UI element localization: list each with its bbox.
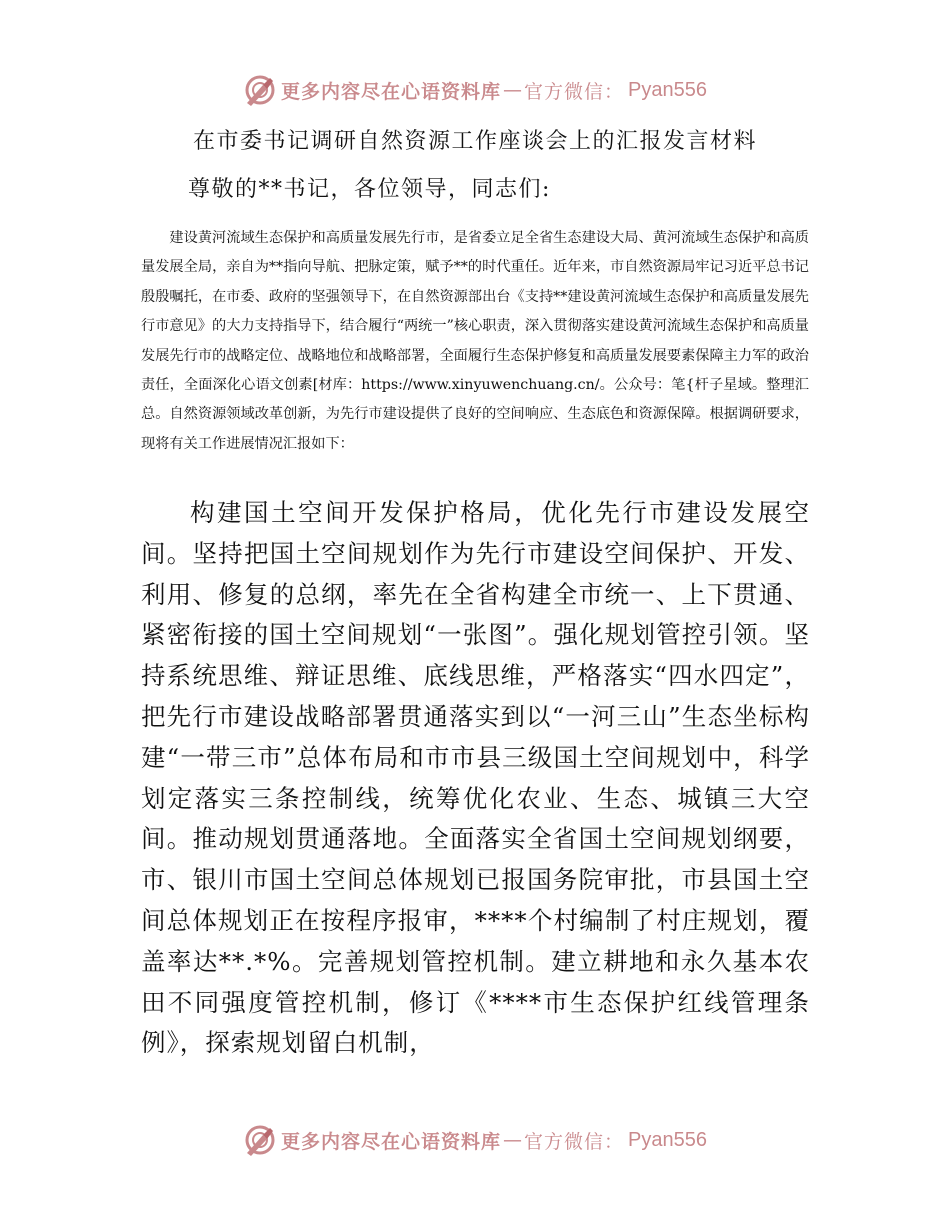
banner-separator: — [503, 1129, 523, 1151]
banner-wechat-label: 官方微信： [524, 1130, 625, 1153]
intro-paragraph: 建设黄河流域生态保护和高质量发展先行市，是省委立足全省生态建设大局、黄河流域生态保护和高质量发展全局，亲自为**指向导航、把脉定策，赋予**的时代重任。近年来，市自然资源局牢记习近平总书记殷殷嘱托，在市委、政府的坚强领导下，在自然资源部出台《支持**建设黄河流域生态保护和高质量发展先行市意见》的大力支持指导下，结合履行“两统一”核心职责，深入贯彻落实建设黄河流域生态保护和高质量发展先行市的战略定位、战略地位和战略部署，全面履行生态保护修复和高质量发展要素保障主力军的政治责任，全面深化心语文创素[材库：https://www.xinyuwenchuang.cn/。公众号：笔{杆子星域。整理汇总。自然资源领域改革创新，为先行市建设提供了良好的空间响应、生态底色和资源保障。根据调研要求，现将有关工作进展情况汇报如下： [141, 230, 809, 452]
banner-separator: — [503, 79, 523, 101]
banner-title: 更多内容尽在心语资料库 [281, 1130, 502, 1153]
banner-wechat-id: Pyan556 [628, 78, 707, 101]
header-watermark-banner [0, 70, 950, 110]
salutation: 尊敬的**书记，各位领导，同志们: [188, 177, 551, 202]
page-title: 在市委书记调研自然资源工作座谈会上的汇报发言材料 [192, 129, 757, 154]
banner-wechat-label: 官方微信： [524, 80, 625, 103]
banner-title: 更多内容尽在心语资料库 [281, 80, 502, 103]
body-paragraph: 构建国土空间开发保护格局，优化先行市建设发展空间。坚持把国土空间规划作为先行市建设空间保护、开发、利用、修复的总纲，率先在全省构建全市统一、上下贯通、紧密衔接的国土空间规划“一张图”。强化规划管控引领。坚持系统思维、辩证思维、底线思维，严格落实“四水四定”，把先行市建设战略部署贯通落实到以“一河三山”生态坐标构建“一带三市”总体布局和市市县三级国土空间规划中，科学划定落实三条控制线，统筹优化农业、生态、城镇三大空间。推动规划贯通落地。全面落实全省国土空间规划纲要，市、银川市国土空间总体规划已报国务院审批，市县国土空间总体规划正在按程序报审，****个村编制了村庄规划，覆盖率达**.*%。完善规划管控机制。建立耕地和永久基本农田不同强度管控机制，修订《****市生态保护红线管理条例》，探索规划留白机制， [141, 498, 810, 1058]
banner-wechat-id: Pyan556 [628, 1128, 707, 1151]
logo-icon [243, 73, 277, 107]
footer-watermark-banner [0, 1120, 950, 1160]
logo-icon [243, 1123, 277, 1157]
